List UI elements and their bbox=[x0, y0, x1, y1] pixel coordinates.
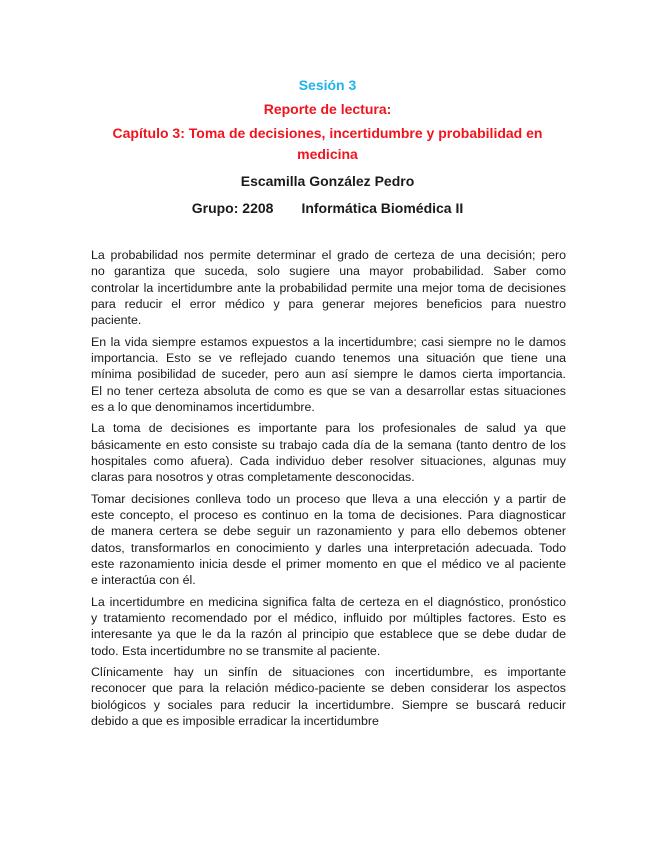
group-course-line bbox=[0, 200, 655, 216]
paragraph bbox=[91, 247, 566, 328]
paragraph-line: claras para nosotros y otras completamente desconocidas. bbox=[91, 470, 415, 485]
paragraph-line: mínima posibilidad de suceder, pero aun así siempre le damos cierta importancia. bbox=[91, 367, 566, 382]
paragraph-line: reconocer que para la relación médico-paciente se deben considerar los aspectos bbox=[91, 681, 566, 696]
paragraph-line: y tratamiento recomendado por el médico, influido por múltiples factores. Esto es bbox=[91, 610, 566, 625]
paragraph-line: En la vida siempre estamos expuestos a la incertidumbre; casi siempre no le damos bbox=[91, 334, 566, 349]
paragraph-line: La toma de decisiones es importante para los profesionales de salud ya que bbox=[91, 421, 566, 436]
paragraph-line: básicamente en esto consiste su trabajo cada día de la semana (tanto dentro de los bbox=[91, 437, 566, 452]
paragraph-line: este concepto, el proceso es continuo en la toma de decisiones. Para diagnosticar bbox=[91, 508, 566, 523]
paragraph-line: de manera certera se debe seguir un razonamiento y para ello debemos obtener bbox=[91, 524, 566, 539]
paragraph bbox=[91, 594, 566, 659]
paragraph-line: La probabilidad nos permite determinar el grado de certeza de una decisión; pero bbox=[91, 248, 566, 262]
paragraph-line: interesante ya que le da la razón al principio que establece que se debe dudar de bbox=[91, 627, 566, 642]
paragraph-line: para reducir el error médico y para generar mejores beneficios para nuestro bbox=[91, 296, 566, 311]
course-name: Informática Biomédica II bbox=[301, 200, 464, 216]
paragraph-line: es a lo que denominamos incertidumbre. bbox=[91, 399, 315, 414]
paragraph-line: e interactúa con él. bbox=[91, 573, 196, 588]
paragraph-line: controlar la incertidumbre ante la probabilidad permite una mejor toma de decisiones bbox=[91, 280, 566, 295]
paragraph-line: no garantiza que suceda, solo sugiere una mayor probabilidad. Saber como bbox=[91, 264, 566, 279]
paragraph-line: Clínicamente hay un sinfín de situaciones con incertidumbre, es importante bbox=[91, 665, 566, 680]
paragraph-line: debido a que es imposible erradicar la incertidumbre bbox=[91, 713, 379, 728]
report-heading: Reporte de lectura: bbox=[263, 101, 392, 117]
paragraph-line: Tomar decisiones conlleva todo un proceso que lleva a una elección y a partir de bbox=[91, 491, 566, 506]
chapter-title-line-1: Capítulo 3: Toma de decisiones, incertidumbre y probabilidad en bbox=[112, 125, 543, 141]
paragraph bbox=[91, 334, 566, 415]
paragraph-line: este razonamiento inicia desde el primer momento en que el médico ve al paciente bbox=[91, 556, 566, 571]
author-name: Escamilla González Pedro bbox=[240, 173, 415, 189]
group-number: Grupo: 2208 bbox=[191, 200, 274, 216]
paragraph-line: importancia. Esto se ve reflejado cuando tenemos una situación que tiene una bbox=[91, 350, 566, 365]
session-heading: Sesión 3 bbox=[298, 77, 357, 93]
paragraph-line: paciente. bbox=[91, 313, 142, 328]
chapter-title-line-2: medicina bbox=[297, 146, 358, 162]
paragraph-line: todo. Esta incertidumbre no se transmite al paciente. bbox=[91, 643, 381, 658]
paragraph-line: La incertidumbre en medicina significa falta de certeza en el diagnóstico, pronóstico bbox=[91, 594, 566, 609]
paragraph-line: hospitales como afuera). Cada individuo deber resolver situaciones, algunas muy bbox=[91, 453, 566, 468]
paragraph-line: datos, transformarlos en conocimiento y darles una interpretación adecuada. Todo bbox=[91, 540, 566, 555]
paragraph-line: biológicos y sociales para reducir la incertidumbre. Siempre se buscará reducir bbox=[91, 697, 566, 712]
paragraph bbox=[91, 664, 566, 729]
paragraph bbox=[91, 420, 566, 485]
document-body bbox=[91, 247, 566, 734]
paragraph bbox=[91, 491, 566, 589]
paragraph-line: El no tener certeza absoluta de como es que se van a desarrollar estas situaciones bbox=[91, 383, 566, 398]
